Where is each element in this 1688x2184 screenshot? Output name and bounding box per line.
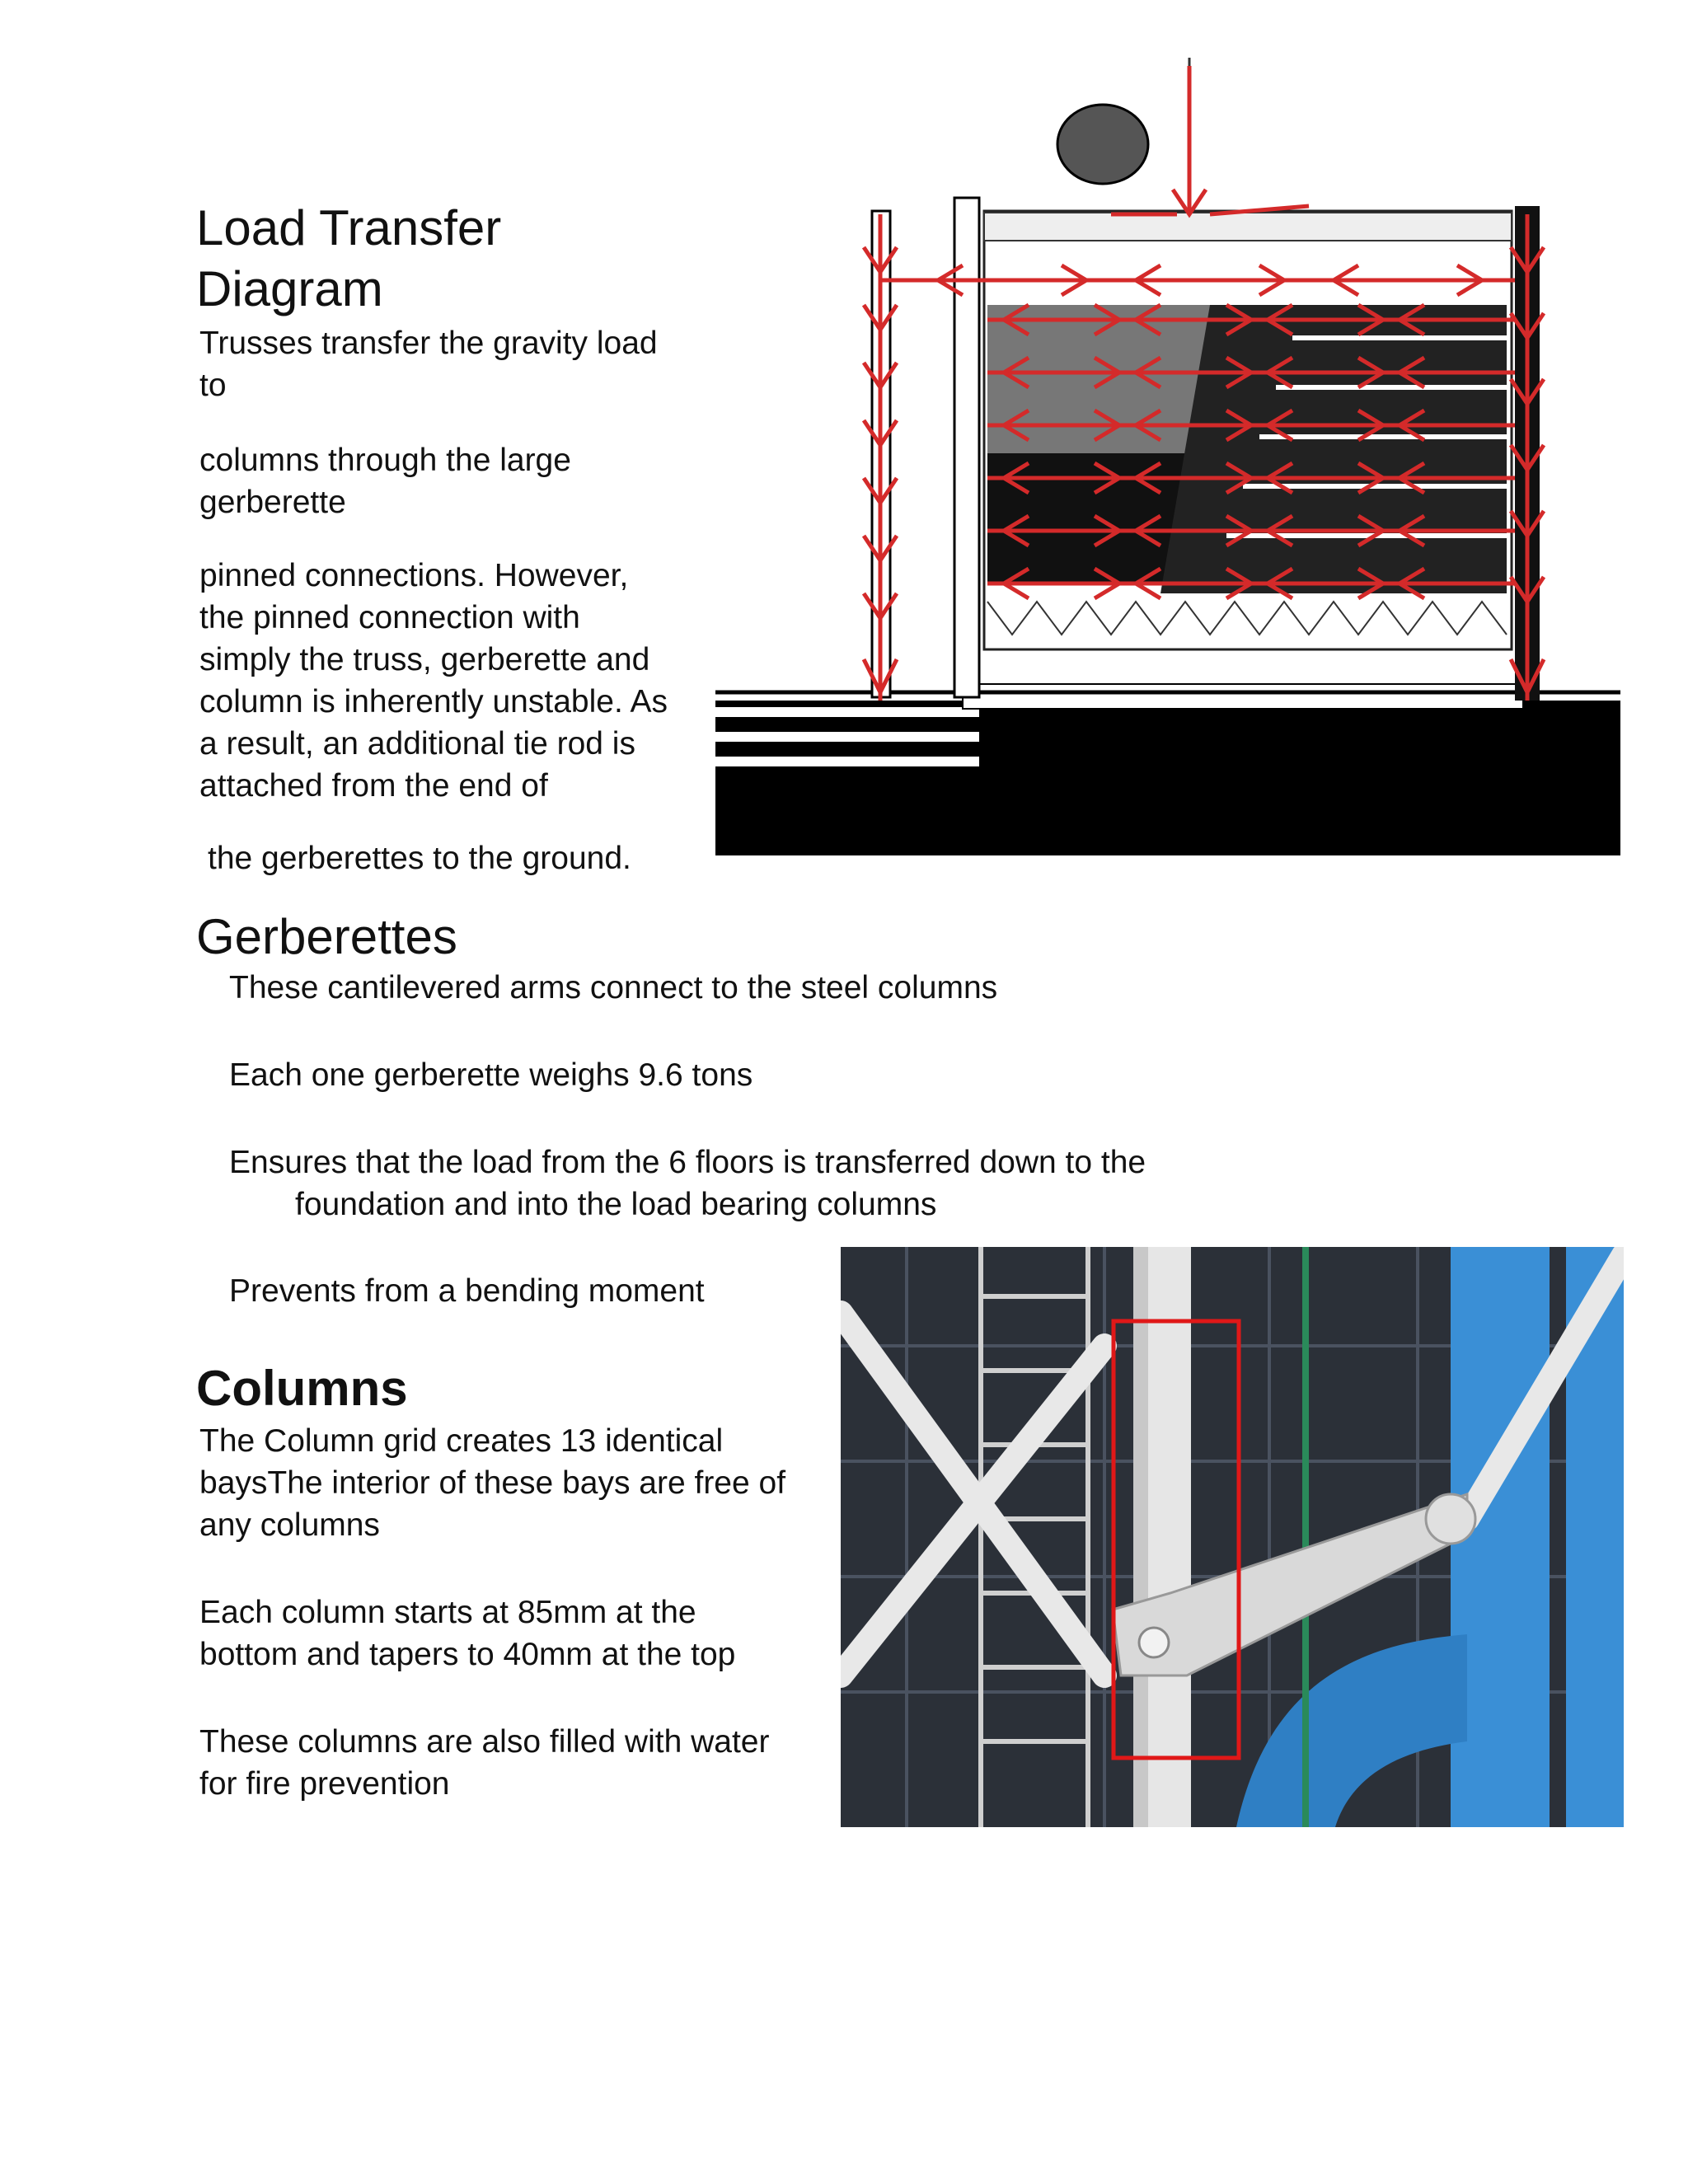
columns-paragraph-1: The Column grid creates 13 identical baysThe interior of these bays are free of any columns	[199, 1423, 786, 1543]
gerberettes-paragraph-2: Each one gerberette weighs 9.6 tons	[229, 1057, 753, 1093]
column-gerberette-photo	[841, 1247, 1624, 1827]
load-transfer-paragraph-1: Trusses transfer the gravity load to	[199, 326, 658, 403]
load-transfer-paragraph-4: the gerberettes to the ground.	[208, 841, 631, 876]
gerberettes-title: Gerberettes	[196, 909, 457, 964]
columns-paragraph-3: These columns are also filled with water for fire prevention	[199, 1724, 770, 1802]
gerberettes-paragraph-3-line2: foundation and into the load bearing columns	[295, 1187, 937, 1222]
load-transfer-section	[196, 198, 691, 320]
gerberettes-paragraph-4: Prevents from a bending moment	[229, 1273, 705, 1309]
load-transfer-paragraph-3: pinned connections. However, the pinned connection with simply the truss, gerberette and column is inherently unstable. As a result, an additional tie rod is attached from the end of	[199, 558, 668, 804]
gerberettes-paragraph-1: These cantilevered arms connect to the steel columns	[229, 970, 998, 1005]
load-transfer-paragraph-2: columns through the large gerberette	[199, 443, 571, 520]
load-transfer-title-line1: Load Transfer	[196, 200, 502, 255]
load-transfer-section-diagram	[715, 58, 1620, 855]
columns-title: Columns	[196, 1361, 408, 1416]
load-transfer-title-line2: Diagram	[196, 261, 383, 316]
gerberettes-paragraph-3-line1: Ensures that the load from the 6 floors is transferred down to the	[229, 1145, 1146, 1180]
columns-paragraph-2: Each column starts at 85mm at the bottom and tapers to 40mm at the top	[199, 1595, 736, 1672]
ground-mass	[715, 701, 1620, 855]
